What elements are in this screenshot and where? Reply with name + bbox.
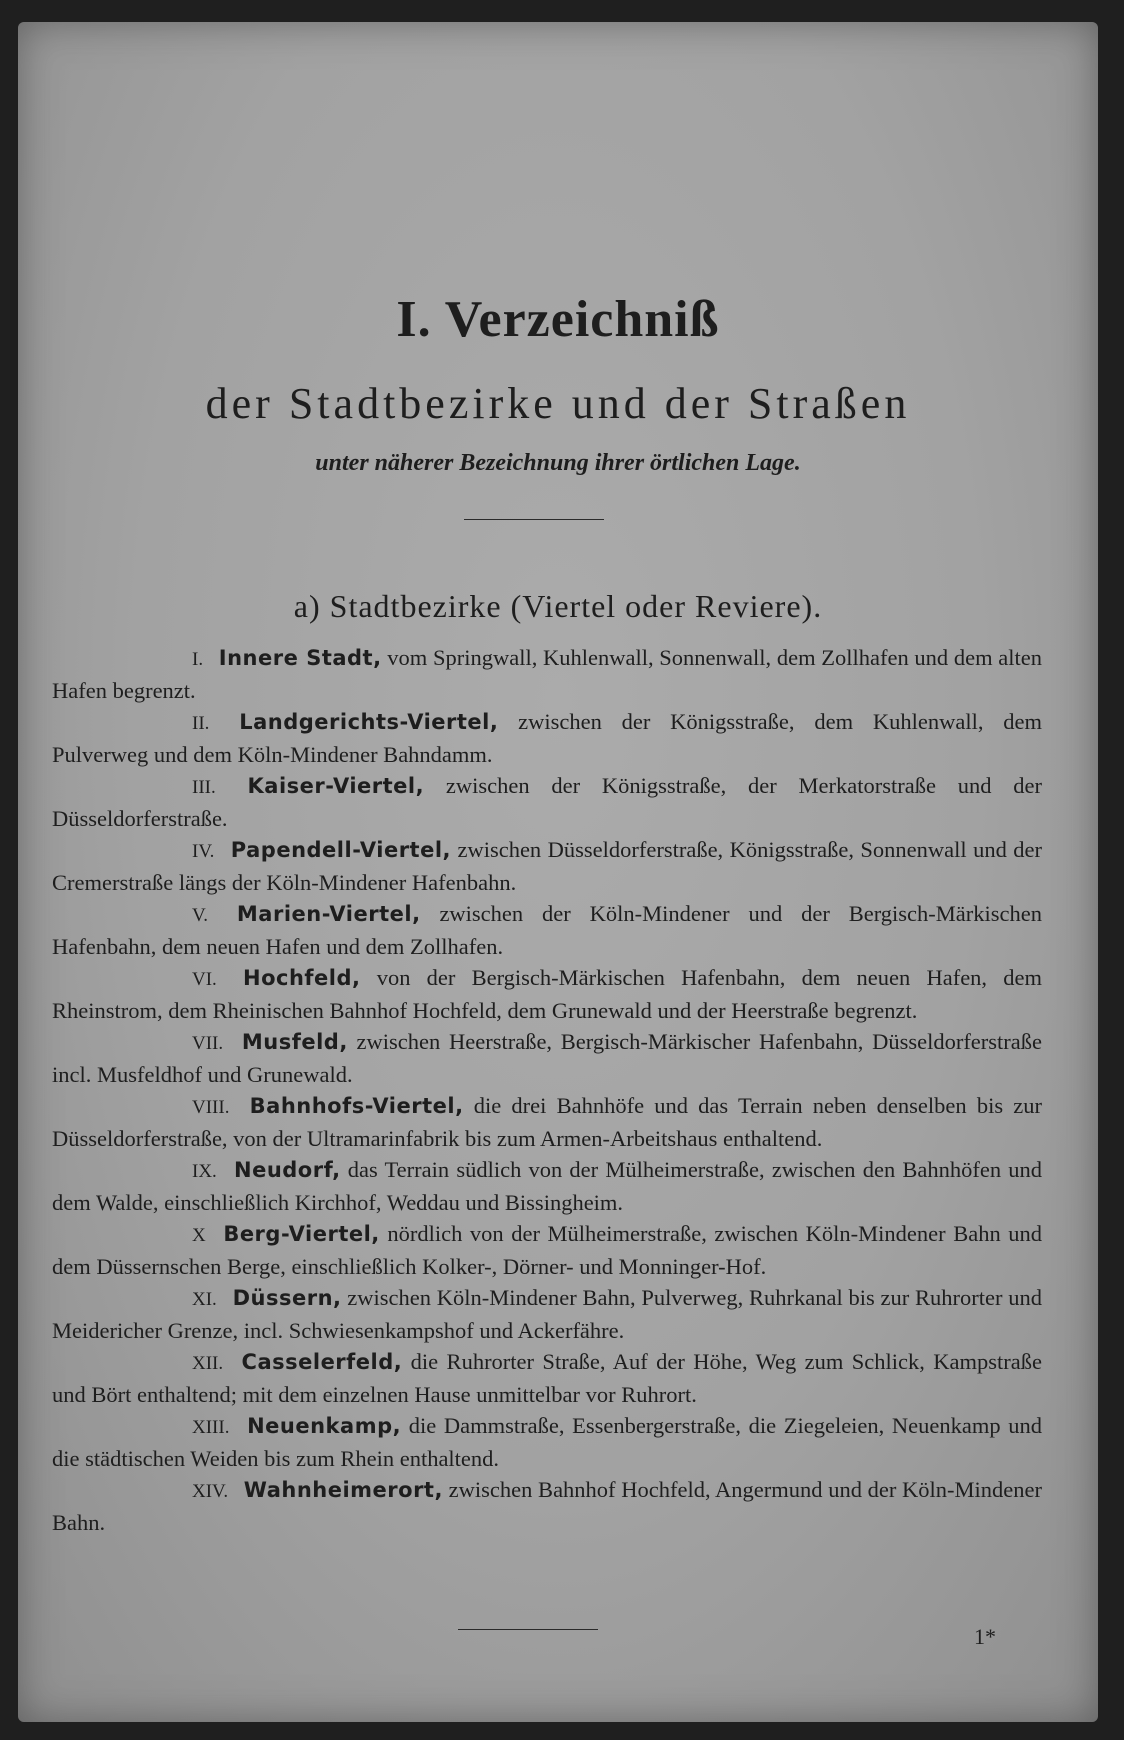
district-description: die Ruhrorter Straße, Auf der Höhe, Weg zum Schlick, Kampstraße und Bört enthaltend; mit dem einzelnen Hause unmittelbar vor Ruhrort. — [52, 1349, 1043, 1407]
page-number: 1* — [974, 1624, 996, 1649]
district-name: Marien-Viertel, — [236, 902, 421, 926]
district-number: VI. — [192, 969, 217, 990]
district-list — [52, 642, 1042, 1538]
district-entry — [52, 642, 1042, 706]
document-page — [18, 22, 1098, 1722]
district-name: Papendell-Viertel, — [230, 838, 452, 862]
divider-rule — [464, 519, 604, 520]
district-description: das Terrain südlich von der Mülheimerstraße, zwischen den Bahnhöfen und dem Walde, einschließlich Kirchhof, Weddau und Bissingheim. — [52, 1157, 1043, 1215]
district-entry — [52, 770, 1042, 834]
district-entry — [52, 1346, 1042, 1410]
district-entry — [52, 1282, 1042, 1346]
district-name: Bahnhofs-Viertel, — [249, 1094, 464, 1118]
district-entry — [52, 706, 1042, 770]
district-number: VII. — [192, 1033, 224, 1054]
district-name: Landgerichts-Viertel, — [239, 710, 499, 734]
district-description: zwischen Düsseldorferstraße, Königsstraße, Sonnenwall und der Cremerstraße längs der Köln-Mindener Hafenbahn. — [52, 837, 1042, 895]
district-number: IX. — [192, 1161, 217, 1182]
section-heading: a) Stadtbezirke (Viertel oder Reviere). — [293, 588, 823, 624]
district-number: III. — [192, 777, 216, 798]
district-description: die drei Bahnhöfe und das Terrain neben denselben bis zur Düsseldorferstraße, von der Ultramarinfabrik bis zum Armen-Arbeitshaus enthaltend. — [52, 1093, 1042, 1151]
district-description: die Dammstraße, Essenbergerstraße, die Ziegeleien, Neuenkamp und die städtischen Weiden bis zum Rhein enthaltend. — [52, 1413, 1043, 1471]
page-title: I. Verzeichniß — [396, 291, 720, 348]
district-name: Musfeld, — [241, 1030, 348, 1054]
district-name: Wahnheimerort, — [243, 1478, 443, 1502]
district-name: Innere Stadt, — [218, 646, 382, 670]
district-name: Neuenkamp, — [247, 1414, 402, 1438]
district-name: Casselerfeld, — [241, 1350, 403, 1374]
district-number: XIV. — [192, 1481, 229, 1502]
district-description: zwischen Köln-Mindener Bahn, Pulverweg, Ruhrkanal bis zur Ruhrorter und Meidericher Grenze, incl. Schwiesenkampshof und Ackerfähre. — [52, 1285, 1043, 1343]
district-number: VIII. — [192, 1097, 230, 1118]
district-number: I. — [192, 649, 204, 670]
district-number: II. — [192, 713, 210, 734]
district-description: zwischen Heerstraße, Bergisch-Märkischer Hafenbahn, Düsseldorferstraße incl. Musfeldhof und Grunewald. — [52, 1029, 1043, 1087]
district-description: zwischen der Königsstraße, dem Kuhlenwall, dem Pulverweg und dem Köln-Mindener Bahndamm. — [52, 709, 1042, 767]
district-name: Neudorf, — [234, 1158, 341, 1182]
district-name: Düssern, — [232, 1286, 342, 1310]
page-subsubtitle: unter näherer Bezeichnung ihrer örtlichen Lage. — [315, 450, 801, 476]
district-description: zwischen der Königsstraße, der Merkatorstraße und der Düsseldorferstraße. — [52, 773, 1042, 831]
district-entry — [52, 962, 1042, 1026]
district-entry — [52, 1026, 1042, 1090]
district-entry — [52, 1410, 1042, 1474]
district-description: vom Springwall, Kuhlenwall, Sonnenwall, dem Zollhafen und dem alten Hafen begrenzt. — [52, 645, 1043, 703]
district-number: V. — [192, 905, 209, 926]
footer-rule — [458, 1629, 598, 1630]
district-entry — [52, 1474, 1042, 1538]
district-number: X — [192, 1225, 206, 1246]
district-name: Kaiser-Viertel, — [247, 774, 425, 798]
district-name: Hochfeld, — [243, 966, 361, 990]
district-description: von der Bergisch-Märkischen Hafenbahn, dem neuen Hafen, dem Rheinstrom, dem Rheinischen Bahnhof Hochfeld, dem Grunewald und der Heerstraße begrenzt. — [52, 965, 1042, 1023]
district-entry — [52, 834, 1042, 898]
page-subtitle: der Stadtbezirke und der Straßen — [205, 379, 911, 428]
district-number: XII. — [192, 1353, 224, 1374]
district-description: nördlich von der Mülheimerstraße, zwischen Köln-Mindener Bahn und dem Düssernschen Berge, einschließlich Kolker-, Dörner- und Monninger-Hof. — [52, 1221, 1043, 1279]
district-entry — [52, 1154, 1042, 1218]
district-number: IV. — [192, 841, 215, 862]
district-number: XI. — [192, 1289, 217, 1310]
district-name: Berg-Viertel, — [223, 1222, 380, 1246]
district-entry — [52, 1218, 1042, 1282]
district-entry — [52, 898, 1042, 962]
district-number: XIII. — [192, 1417, 230, 1438]
district-description: zwischen der Köln-Mindener und der Bergisch-Märkischen Hafenbahn, dem neuen Hafen und dem Zollhafen. — [52, 901, 1042, 959]
district-description: zwischen Bahnhof Hochfeld, Angermund und der Köln-Mindener Bahn. — [52, 1477, 1043, 1535]
district-entry — [52, 1090, 1042, 1154]
